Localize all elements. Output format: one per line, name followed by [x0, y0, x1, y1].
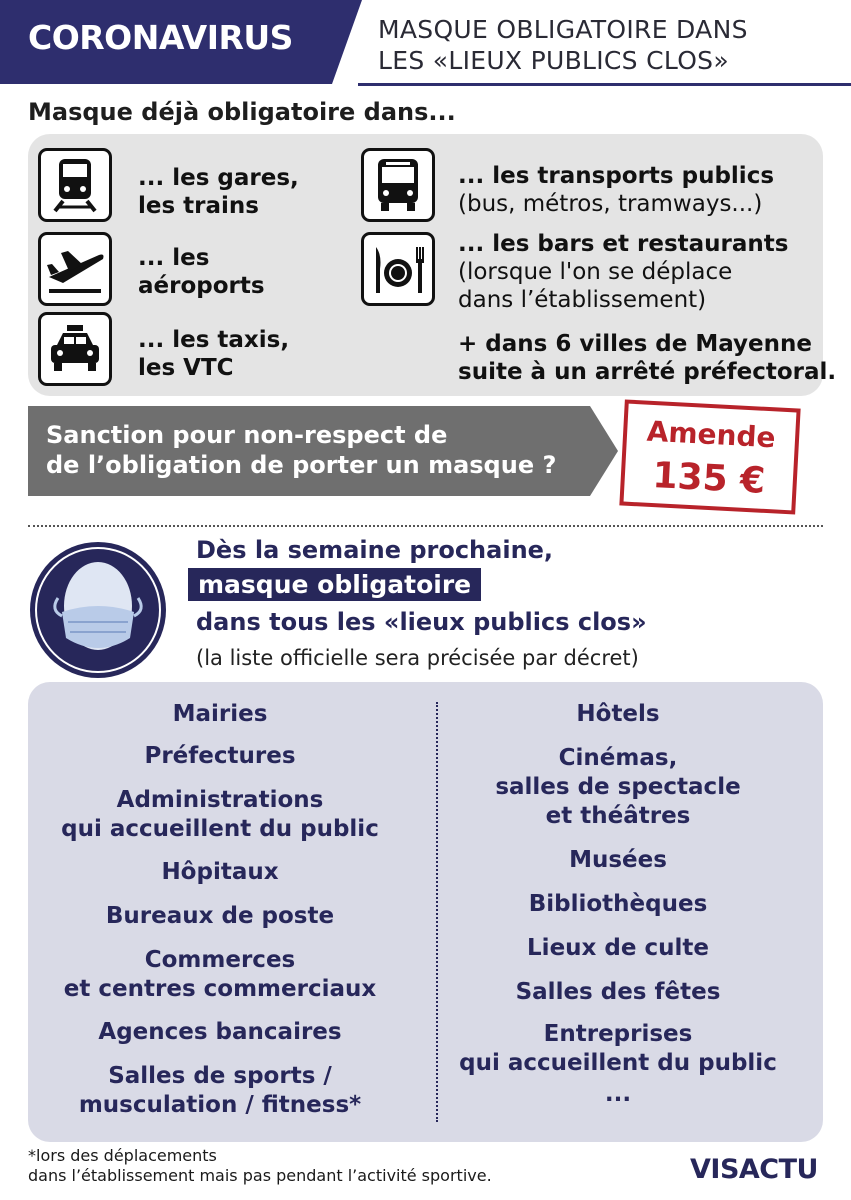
item-trains [138, 164, 299, 220]
right-place-item: Salles des fêtes [515, 979, 721, 1005]
airplane-icon [38, 232, 112, 306]
right-place-item: Bibliothèques [528, 891, 708, 917]
sanction-line1: Sanction pour non-respect de [46, 421, 448, 449]
item-airports [138, 244, 265, 300]
item-public-transport-line2: (bus, métros, tramways...) [458, 191, 763, 217]
header-subtitle-line2: LES «LIEUX PUBLICS CLOS» [378, 46, 729, 75]
item-public-transport-line1: ... les transports publics [458, 163, 775, 189]
item-taxis [138, 326, 289, 382]
right-place-item: Cinémas, salles de spectacle et théâtres [495, 745, 741, 829]
footnote: *lors des déplacements dans l’établissement mais pas pendant l’activité sportive. [28, 1146, 492, 1185]
header-subtitle-line1: MASQUE OBLIGATOIRE DANS [378, 15, 748, 44]
next-week-line3: dans tous les «lieux publics clos» [196, 608, 647, 636]
item-taxis-line1: ... les taxis, [138, 327, 290, 353]
fine-stamp-label: Amende [645, 414, 777, 455]
left-place-item: Hôpitaux [161, 859, 279, 885]
left-place-item: Commerces et centres commerciaux [63, 947, 377, 1002]
next-week-note: (la liste officielle sera précisée par décret) [196, 646, 639, 670]
bus-icon [361, 148, 435, 222]
already-section-title: Masque déjà obligatoire dans... [28, 98, 456, 126]
left-place-item: Salles de sports / musculation / fitness* [78, 1063, 362, 1118]
train-icon [38, 148, 112, 222]
item-trains-line2: les trains [138, 193, 259, 219]
item-airports-line2: aéroports [138, 273, 265, 299]
item-bars-line3: dans l’établissement) [458, 287, 707, 313]
sanction-banner [28, 406, 618, 496]
left-place-item: Administrations qui accueillent du public [61, 787, 379, 842]
right-place-item: Lieux de culte [527, 935, 709, 961]
item-mayenne-line1: + dans 6 villes de Mayenne [458, 331, 812, 357]
restaurant-icon [361, 232, 435, 306]
right-place-item: Hôtels [576, 701, 660, 727]
item-bars-line1: ... les bars et restaurants [458, 231, 789, 257]
face-mask-icon [28, 540, 168, 680]
next-week-line1: Dès la semaine prochaine, [196, 536, 554, 564]
item-bars-line2: (lorsque l'on se déplace [458, 259, 733, 285]
taxi-icon [38, 312, 112, 386]
item-taxis-line2: les VTC [138, 355, 234, 381]
item-trains-line1: ... les gares, [138, 165, 299, 191]
section-divider [28, 525, 823, 527]
mask-mandatory-highlight: masque obligatoire [188, 568, 481, 601]
sanction-line2: de l’obligation de porter un masque ? [46, 451, 557, 479]
right-place-item: ... [604, 1081, 632, 1107]
fine-stamp-amount: 135 € [651, 455, 767, 502]
header-title: CORONAVIRUS [28, 18, 293, 57]
right-place-item: Musées [569, 847, 667, 873]
header-underline [358, 83, 851, 86]
left-place-item: Préfectures [144, 743, 296, 769]
fine-stamp [619, 399, 800, 514]
left-place-item: Bureaux de poste [105, 903, 335, 929]
left-place-item: Agences bancaires [98, 1019, 342, 1045]
item-mayenne [458, 330, 836, 386]
right-place-item: Entreprises qui accueillent du public [459, 1021, 777, 1076]
item-airports-line1: ... les [138, 245, 210, 271]
header-subtitle [378, 14, 838, 76]
left-place-item: Mairies [172, 701, 268, 727]
item-mayenne-line2: suite à un arrêté préfectoral. [458, 359, 837, 385]
sanction-question [46, 420, 556, 480]
item-bars-restaurants [458, 230, 788, 314]
visactu-logo [690, 1154, 825, 1188]
header-banner [0, 0, 362, 84]
item-public-transport [458, 162, 774, 218]
visactu-logo-text: VISACTU [690, 1154, 818, 1185]
